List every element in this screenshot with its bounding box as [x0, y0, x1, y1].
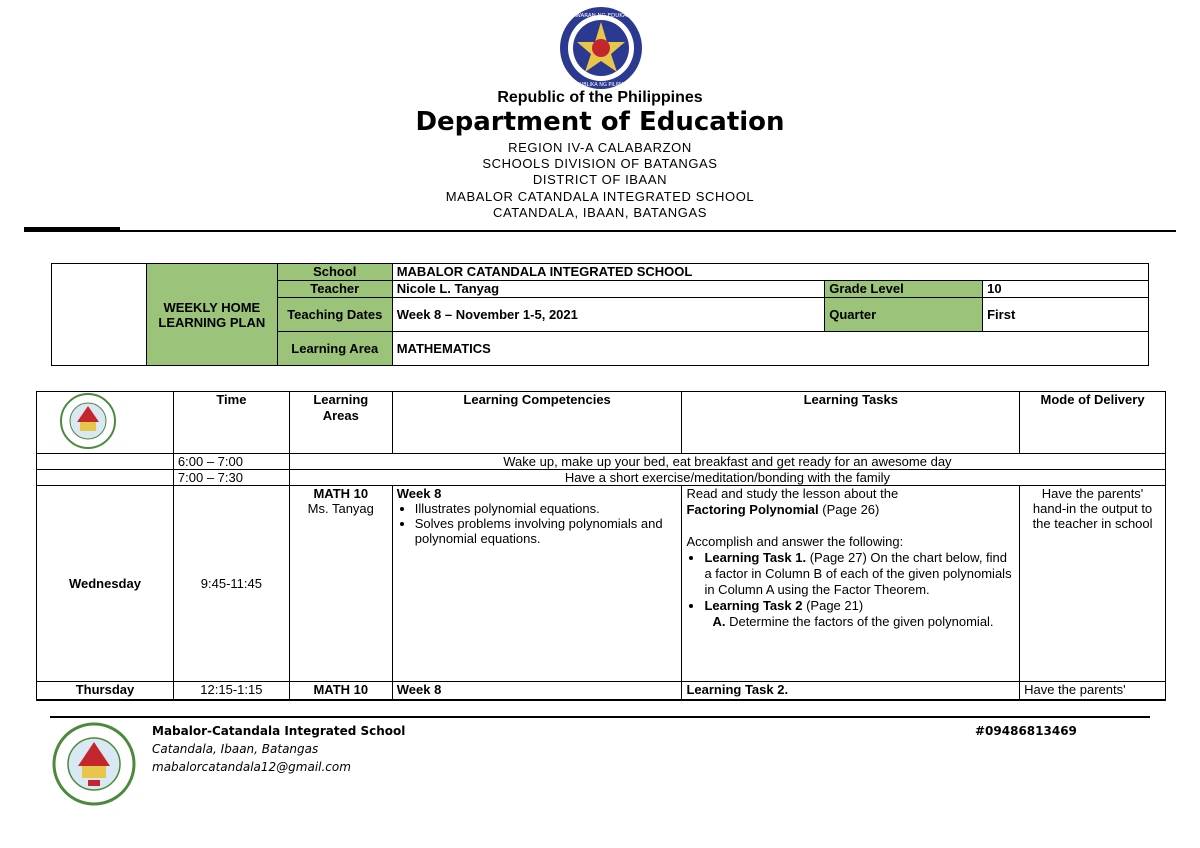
wednesday-time: 9:45-11:45 — [173, 486, 289, 682]
footer-address: Catandala, Ibaan, Batangas — [152, 742, 319, 756]
task2-text: (Page 21) — [806, 598, 864, 613]
grade-label: Grade Level — [825, 281, 983, 298]
wednesday-tasks-cell — [682, 486, 1020, 682]
dates-value: Week 8 – November 1-5, 2021 — [392, 298, 825, 332]
header-divider-accent — [24, 227, 120, 230]
task-topic: Factoring Polynomial — [686, 502, 819, 517]
competency-item: • Solves problems involving polynomials and polynomial equations. — [415, 516, 678, 546]
routine-text-1: Wake up, make up your bed, eat breakfast and get ready for an awesome day — [289, 454, 1165, 470]
footer-email: mabalorcatandala12@gmail.com — [152, 760, 351, 774]
teacher-label: Teacher — [277, 281, 392, 298]
school-value: MABALOR CATANDALA INTEGRATED SCHOOL — [392, 264, 1148, 281]
header-areas: Learning Areas — [289, 392, 392, 454]
task-topic-page: (Page 26) — [822, 502, 880, 517]
competency-item: • Illustrates polynomial equations. — [415, 501, 678, 516]
wednesday-area-cell — [289, 486, 392, 682]
info-blank-cell — [52, 264, 147, 366]
thursday-week: Week 8 — [392, 682, 682, 700]
plan-title: WEEKLY HOME LEARNING PLAN — [146, 264, 277, 366]
thursday-task: Learning Task 2. — [682, 682, 1020, 700]
seal-bottom-text: REPUBLIKA NG PILIPINAS — [570, 82, 632, 88]
footer-logo — [52, 722, 136, 806]
region-line: REGION IV-A CALABARZON — [508, 140, 692, 155]
quarter-label: Quarter — [825, 298, 983, 332]
thursday-area: MATH 10 — [289, 682, 392, 700]
republic-title: Republic of the Philippines — [497, 89, 703, 106]
dates-label: Teaching Dates — [277, 298, 392, 332]
wednesday-day: Wednesday — [37, 486, 174, 682]
header-delivery: Mode of Delivery — [1020, 392, 1166, 454]
footer-school: Mabalor-Catandala Integrated School — [152, 724, 406, 738]
teacher-value: Nicole L. Tanyag — [392, 281, 825, 298]
task2-a-label: A. — [712, 614, 726, 629]
header-tasks: Learning Tasks — [682, 392, 1020, 454]
deped-seal — [559, 6, 643, 90]
info-table — [51, 263, 1149, 366]
header-time: Time — [173, 392, 289, 454]
routine-time-2: 7:00 – 7:30 — [173, 470, 289, 486]
task-intro: Read and study the lesson about the — [686, 486, 899, 501]
grade-value: 10 — [983, 281, 1149, 298]
footer-phone: #09486813469 — [975, 724, 1077, 738]
task1-text: (Page 27) On the chart below, find a factor in Column B of each of the given polynomials in Column A using the Factor Theorem. — [704, 550, 1012, 597]
quarter-value: First — [983, 298, 1149, 332]
school-line: MABALOR CATANDALA INTEGRATED SCHOOL — [445, 189, 755, 204]
task2-title: Learning Task 2 — [704, 598, 803, 613]
task2-a-text: Determine the factors of the given polynomial. — [729, 614, 994, 629]
wednesday-competencies-cell — [392, 486, 682, 682]
area-value: MATHEMATICS — [392, 332, 1148, 366]
wednesday-area: MATH 10 — [313, 486, 369, 501]
footer-info — [152, 722, 405, 776]
routine-time-1: 6:00 – 7:00 — [173, 454, 289, 470]
wednesday-delivery: Have the parents' hand-in the output to the teacher in school — [1020, 486, 1166, 682]
plan-table — [36, 391, 1166, 701]
area-label: Learning Area — [277, 332, 392, 366]
thursday-day: Thursday — [37, 682, 174, 700]
school-label: School — [277, 264, 392, 281]
school-logo-cell — [37, 392, 174, 454]
department-title: Department of Education — [415, 107, 785, 137]
task-item-2 — [704, 598, 1015, 630]
address-line: CATANDALA, IBAAN, BATANGAS — [492, 205, 707, 220]
thursday-delivery: Have the parents' — [1020, 682, 1166, 700]
task-item-1 — [704, 550, 1015, 598]
thursday-time: 12:15-1:15 — [173, 682, 289, 700]
wednesday-week: Week 8 — [396, 486, 442, 501]
routine-blank-1 — [37, 454, 174, 470]
routine-text-2: Have a short exercise/meditation/bonding with the family — [289, 470, 1165, 486]
header-competencies: Learning Competencies — [392, 392, 682, 454]
school-logo — [55, 392, 121, 450]
district-line: DISTRICT OF IBAAN — [532, 172, 668, 187]
wednesday-teacher: Ms. Tanyag — [307, 501, 374, 516]
division-line: SCHOOLS DIVISION OF BATANGAS — [482, 156, 718, 171]
header-divider — [24, 230, 1176, 232]
seal-top-text: KAGAWARAN NG EDUKASYON — [560, 13, 642, 19]
task-accomplish: Accomplish and answer the following: — [686, 534, 904, 549]
task1-title: Learning Task 1. — [704, 550, 807, 565]
footer-divider — [50, 716, 1150, 718]
routine-blank-2 — [37, 470, 174, 486]
